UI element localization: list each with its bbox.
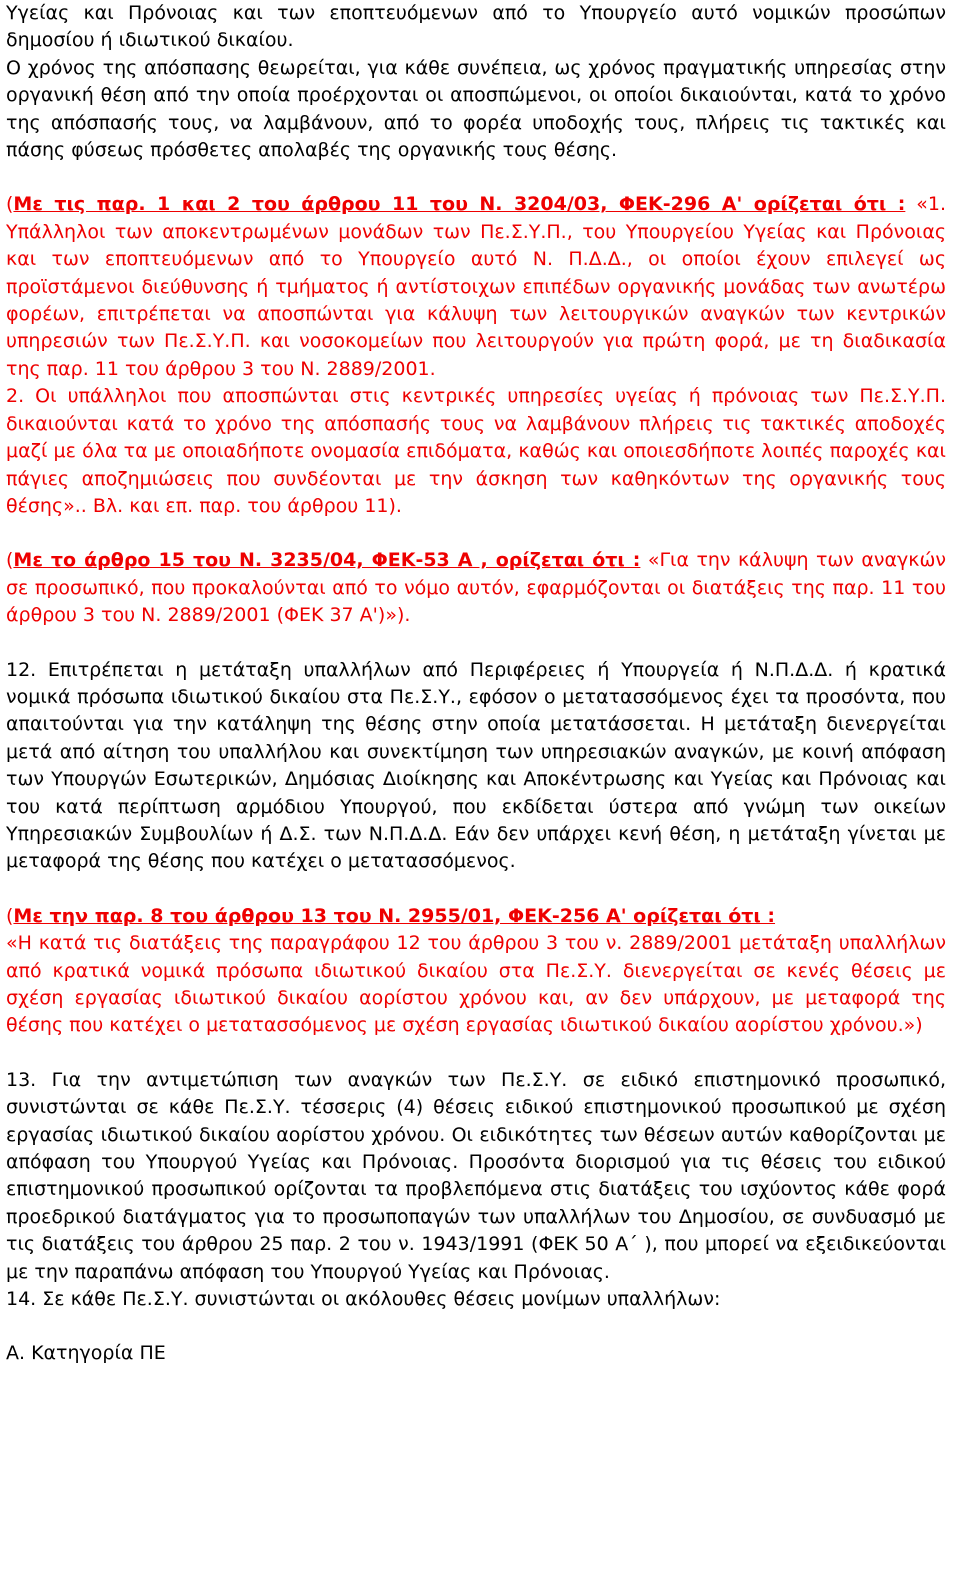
amendment-law-2955-reference: Με την παρ. 8 του άρθρου 13 του Ν. 2955/01, ΦΕΚ-256 Α' ορίζεται ότι : (13, 904, 776, 927)
spacer (6, 520, 946, 547)
amendment-law-3235-paragraph (6, 547, 946, 629)
amendment-law-3204-paragraph-2: 2. Οι υπάλληλοι που αποσπώνται στις κεντρικές υπηρεσίες υγείας ή πρόνοιας των Πε.Σ.Υ.Π. δικαιούνται κατά το χρόνο της απόσπασής τους να λαμβάνουν πλήρεις τις τακτικές αποδοχές μαζί με όλα τα με οποιαδήποτε ονομασία επιδόματα, καθώς και οποιεσδήποτε λοιπές παροχές και πάγιες αποζημιώσεις που συνδέονται με την άσκηση των καθηκόντων της οργανικής τους θέσης».. Βλ. και επ. παρ. του άρθρου 11). (6, 385, 946, 517)
spacer (6, 1313, 946, 1340)
amendment-law-3204-reference: Με τις παρ. 1 και 2 του άρθρου 11 του Ν. 3204/03, ΦΕΚ-296 Α' ορίζεται ότι : (13, 193, 906, 216)
spacer (6, 164, 946, 191)
paren-open: ( (6, 549, 14, 572)
amendment-law-3204-text-1: «1. Υπάλληλοι των αποκεντρωμένων μονάδων των Πε.Σ.Υ.Π., του Υπουργείου Υγείας και Πρόνοιας και των εποπτευόμενων από το Υπουργείο αυτό Ν. Π.Δ.Δ., οι οποίοι έχουν επιλεγεί ως προϊστάμενοι διεύθυνσης ή τμήματος ή αντίστοιχων επιπέδων οργανικής μονάδας των ανωτέρω φορέων, επιτρέπεται να αποσπώνται για κάλυψη των λειτουργικών αναγκών των κεντρικών υπηρεσιών των Πε.Σ.Υ.Π. και νοσοκομείων που λειτουργούν για πρώτη φορά, με τη διαδικασία της παρ. 11 του άρθρου 3 του Ν. 2889/2001. (6, 193, 946, 380)
section-13-paragraph: 13. Για την αντιμετώπιση των αναγκών των Πε.Σ.Υ. σε ειδικό επιστημονικό προσωπικό, συνιστώνται σε κάθε Πε.Σ.Υ. τέσσερις (4) θέσεις ειδικού επιστημονικού προσωπικού με σχέση εργασίας ιδιωτικού δικαίου αορίστου χρόνου. Οι ειδικότητες των θέσεων αυτών καθορίζονται με απόφαση του Υπουργού Υγείας και Πρόνοιας. Προσόντα διορισμού για τις θέσεις του ειδικού επιστημονικού προσωπικού ορίζονται τα προβλεπόμενα στις διατάξεις του ισχύοντος κάθε φορά προεδρικού διατάγματος για το προσωποπαγών των υπαλλήλων του Δημοσίου, σε συνδυασμό με τις διατάξεις του άρθρου 25 παρ. 2 του ν. 1943/1991 (ΦΕΚ 50 Α΄ ), που μπορεί να εξειδικεύονται με την παραπάνω απόφαση του Υπουργού Υγείας και Πρόνοιας. (6, 1068, 946, 1283)
spacer (6, 1040, 946, 1067)
paren-open: ( (6, 904, 14, 927)
amendment-law-2955-heading (6, 903, 946, 930)
section-12-paragraph: 12. Επιτρέπεται η μετάταξη υπαλλήλων από Περιφέρειες ή Υπουργεία ή Ν.Π.Δ.Δ. ή κρατικά νομικά πρόσωπα ιδιωτικού δικαίου στα Πε.Σ.Υ., εφόσον ο μετατασσόμενος έχει τα προσόντα, που απαιτούνται για την κατάληψη της θέσης στην οποία μετατάσσεται. Η μετάταξη διενεργείται μετά από αίτηση του υπαλλήλου και συνεκτίμηση των υπηρεσιακών αναγκών, με κοινή απόφαση των Υπουργών Εσωτερικών, Δημόσιας Διοίκησης και Αποκέντρωσης και Υγείας και Πρόνοιας και του κατά περίπτωση αρμόδιου Υπουργού, που εκδίδεται ύστερα από γνώμη των οικείων Υπηρεσιακών Συμβουλίων ή Δ.Σ. των Ν.Π.Δ.Δ. Εάν δεν υπάρχει κενή θέση, η μετάταξη γίνεται με μεταφορά της θέσης που κατέχει ο μετατασσόμενος. (6, 658, 946, 873)
amendment-law-3204-paragraph-1 (6, 191, 946, 383)
intro-paragraph-secondment-time: Ο χρόνος της απόσπασης θεωρείται, για κάθε συνέπεια, ως χρόνος πραγματικής υπηρεσίας στην οργανική θέση από την οποία προέρχονται οι αποσπώμενοι, οι οποίοι δικαιούνται, κατά το χρόνο της απόσπασής τους, να λαμβάνουν, από το φορέα υποδοχής τους, πλήρεις τις τακτικές και πάσης φύσεως πρόσθετες απολαβές της οργανικής τους θέσης. (6, 56, 946, 162)
spacer (6, 876, 946, 903)
amendment-law-2955-text: «Η κατά τις διατάξεις της παραγράφου 12 του άρθρου 3 του ν. 2889/2001 μετάταξη υπαλλήλων από κρατικά νομικά πρόσωπα ιδιωτικού δικαίου στα Πε.Σ.Υ. διενεργείται σε κενές θέσεις με σχέση εργασίας ιδιωτικού δικαίου αορίστου χρόνου και, αν δεν υπάρχουν, με μεταφορά της θέσης που κατέχει ο μετατασσόμενος με σχέση εργασίας ιδιωτικού δικαίου αορίστου χρόνου.») (6, 932, 946, 1037)
amendment-law-3235-text: «Για την κάλυψη των αναγκών σε προσωπικό, που προκαλούνται από το νόμο αυτόν, εφαρμόζονται οι διατάξεις της παρ. 11 του άρθρου 3 του Ν. 2889/2001 (ΦΕΚ 37 Α')»). (6, 549, 946, 627)
category-a-heading: Α. Κατηγορία ΠΕ (6, 1342, 166, 1365)
intro-paragraph-continuation: Υγείας και Πρόνοιας και των εποπτευόμενων από το Υπουργείο αυτό νομικών προσώπων δημοσίου ή ιδιωτικού δικαίου. (6, 2, 946, 52)
spacer (6, 630, 946, 657)
paren-open: ( (6, 193, 14, 216)
amendment-law-3235-reference: Με το άρθρο 15 του Ν. 3235/04, ΦΕΚ-53 Α , ορίζεται ότι : (13, 549, 641, 572)
section-14-paragraph: 14. Σε κάθε Πε.Σ.Υ. συνιστώνται οι ακόλουθες θέσεις μονίμων υπαλλήλων: (6, 1288, 721, 1311)
